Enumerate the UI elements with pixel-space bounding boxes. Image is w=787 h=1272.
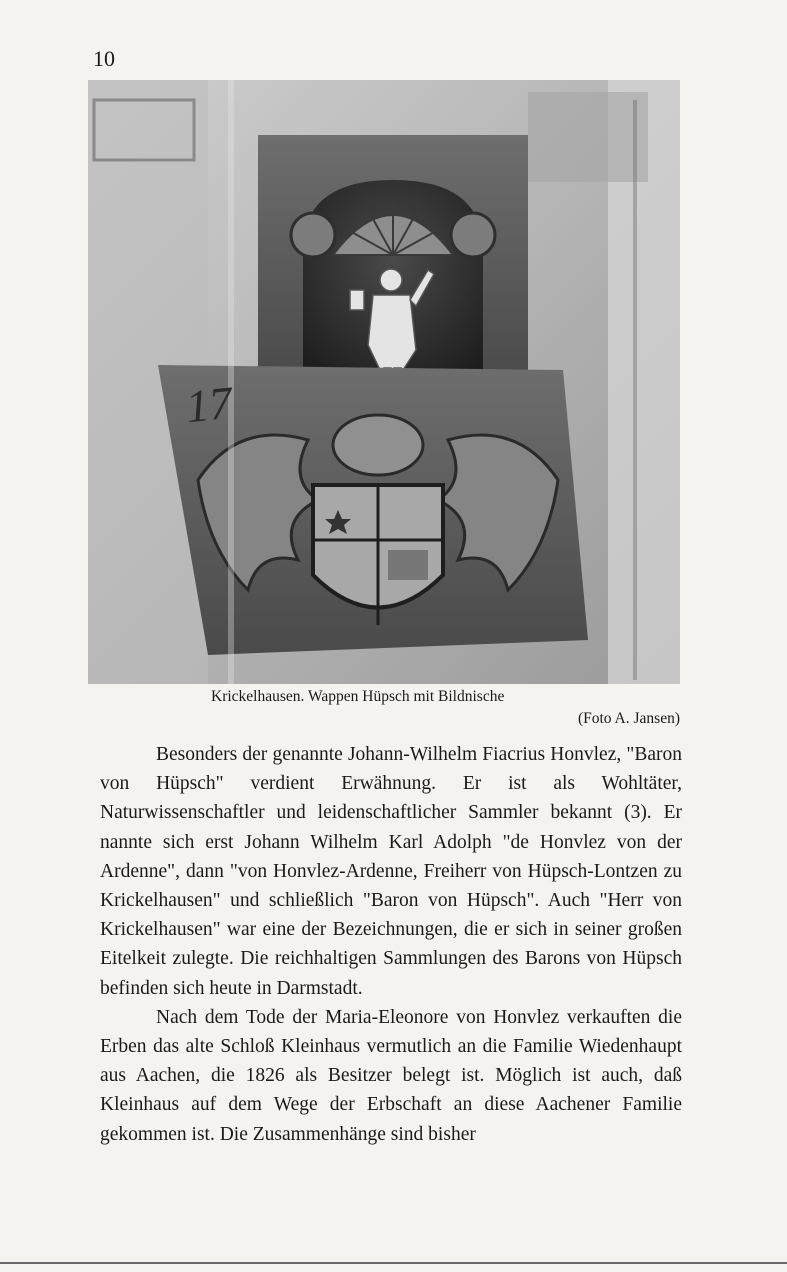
body-text [100,740,682,1149]
carved-date-fragment: 17 [183,376,235,433]
caption-title: Krickelhausen. Wappen Hüpsch mit Bildnische [211,688,505,705]
coat-of-arms-photo [88,80,680,684]
paragraph: Nach dem Tode der Maria-Eleonore von Honvlez verkauften die Erben das alte Schloß Kleinhaus vermutlich an die Familie Wiedenhaupt aus Aachen, die 1826 als Besitzer belegt ist. Möglich ist auch, daß Kleinhaus auf dem Wege der Erbschaft an diese Aachener Familie gekommen ist. Die Zusammenhänge sind bisher [100,1006,682,1145]
caption-credit: (Foto A. Jansen) [577,710,680,727]
bottom-rule [0,1262,787,1264]
paragraph: Besonders der genannte Johann-Wilhelm Fiacrius Honvlez, "Baron von Hüpsch" verdient Erwähnung. Er ist als Wohltäter, Naturwissenschaftler und leidenschaftlicher Sammler bekannt (3). Er nannte sich erst Johann Wilhelm Karl Adolph "de Honvlez von der Ardenne", dann "von Honvlez-Ardenne, Freiherr von Hüpsch-Lontzen zu Krickelhausen" und schließlich "Baron von Hüpsch". Auch "Herr von Krickelhausen" war eine der Bezeichnungen, die er sich in seiner großen Eitelkeit zulegte. Die reichhaltigen Sammlungen des Barons von Hüpsch befinden sich heute in Darmstadt. [100,744,682,999]
page-number: 10 [93,46,115,71]
